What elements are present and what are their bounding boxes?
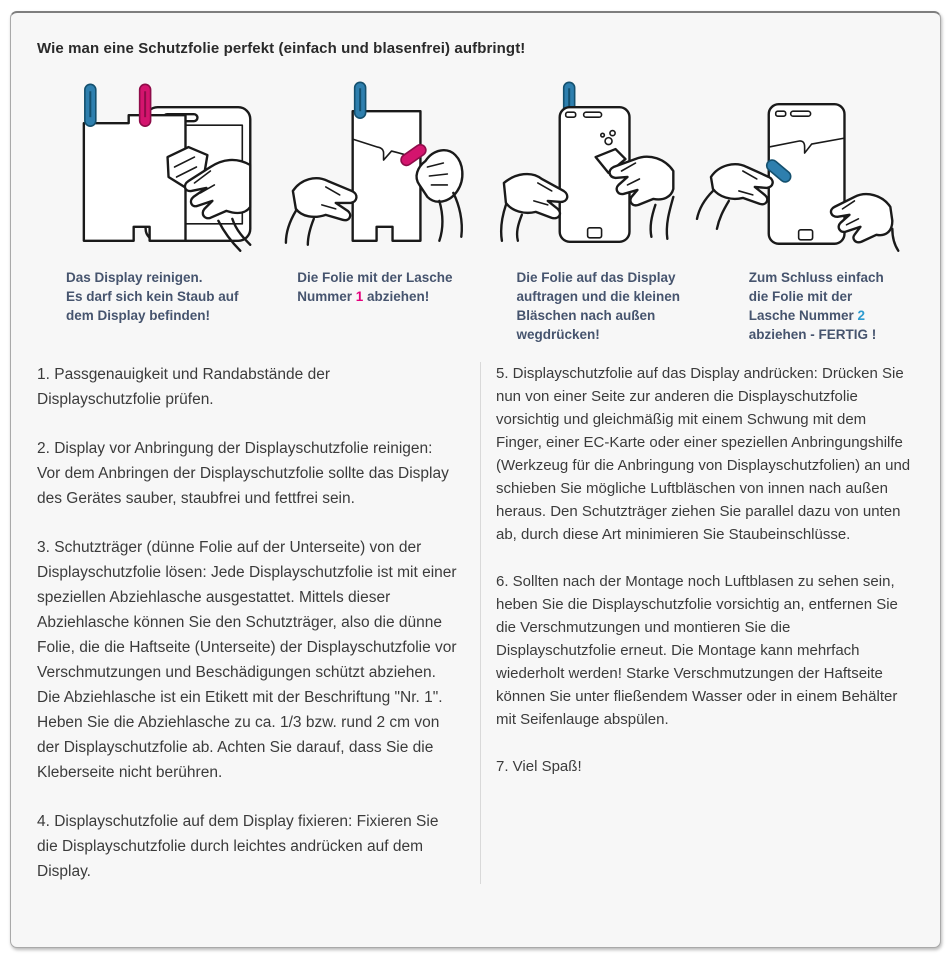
caption-text: Nummer <box>297 289 356 304</box>
caption-line: Zum Schluss einfach <box>748 270 884 285</box>
right-arm-lines <box>650 197 673 239</box>
instruction-step-1: 1. Passgenauigkeit und Randabstände der Displayschutzfolie prüfen. <box>37 366 330 408</box>
step-caption-1 <box>37 268 256 325</box>
caption-line: abziehen - FERTIG ! <box>748 327 877 342</box>
step-panel-2 <box>256 79 475 344</box>
caption-line: Die Folie mit der Lasche <box>297 270 453 285</box>
right-arm-lines <box>892 229 898 251</box>
tab-number-1: 1 <box>355 289 364 304</box>
caption-line: Das Display reinigen. <box>66 270 203 285</box>
instruction-columns <box>37 362 914 884</box>
apply-film-illustration <box>476 79 695 264</box>
instruction-step-6: 6. Sollten nach der Montage noch Luftblasen zu sehen sein, heben Sie die Displayschutzfolie vorsichtig an, entfernen Sie die Verschmutzungen und montieren Sie die Displayschutzfolie erneut. Die Montage kann mehrfach wiederholt werden! Starke Verschmutzungen der Haftseite können Sie unter fließendem Wasser oder in einem Behälter mit Seifenlauge abspülen. <box>496 573 898 728</box>
caption-line: Bläschen nach außen <box>516 308 656 323</box>
instruction-step-2: 2. Display vor Anbringung der Displayschutzfolie reinigen: Vor dem Anbringen der Displayschutzfolie sollte das Display des Gerätes sauber, staubfrei und fettfrei sein. <box>37 440 449 507</box>
left-hand <box>711 164 773 204</box>
tab-number-2: 2 <box>857 308 866 323</box>
step-caption-2 <box>256 268 475 306</box>
clean-display-illustration <box>37 79 256 264</box>
peel-tab-2-illustration <box>695 79 914 264</box>
caption-line <box>297 287 475 306</box>
right-hand <box>417 150 463 201</box>
instruction-card <box>10 11 941 948</box>
instructions-right-column <box>481 362 914 884</box>
step-panel-4 <box>695 79 914 344</box>
caption-line: dem Display befinden! <box>66 308 211 323</box>
caption-line: auftragen und die kleinen <box>516 289 681 304</box>
protector-film <box>353 111 421 241</box>
instruction-step-4: 4. Displayschutzfolie auf dem Display fixieren: Fixieren Sie die Displayschutzfolie durch leichtes andrücken auf dem Display. <box>37 813 439 880</box>
step-caption-4 <box>695 268 914 344</box>
instruction-step-7: 7. Viel Spaß! <box>496 758 582 775</box>
instructions-left-column <box>37 362 481 884</box>
step-caption-3 <box>476 268 695 344</box>
instruction-step-3: 3. Schutzträger (dünne Folie auf der Unterseite) von der Displayschutzfolie lösen: Jede Displayschutzfolie ist mit einer speziellen Abziehlasche ausgestattet. Mittels dieser Abziehlasche können Sie den Schutzträger, also die dünne Folie, die die Haftseite (Unterseite) der Displayschutzfolie vor Verschmutzungen und Beschädigungen schützt abziehen. Die Abziehlasche ist ein Etikett mit der Beschriftung "Nr. 1". Heben Sie die Abziehlasche zu ca. 1/3 bzw. rund 2 cm von der Displayschutzfolie ab. Achten Sie darauf, dass Sie die Kleberseite nicht berühren. <box>37 539 457 781</box>
caption-line: Es darf sich kein Staub auf <box>66 289 239 304</box>
caption-text: Lasche Nummer <box>748 308 858 323</box>
step-panel-1 <box>37 79 256 344</box>
caption-line <box>749 306 914 325</box>
caption-text: abziehen! <box>363 289 430 304</box>
instruction-step-5: 5. Displayschutzfolie auf das Display andrücken: Drücken Sie nun von einer Seite zur anderen die Displayschutzfolie vorsichtig und gleichmäßig mit einem Schwung mit dem Finger, einer EC-Karte oder einer speziellen Anbringungshilfe (Werkzeug für die Anbringung von Displayschutzfolien) an und schieben Sie mögliche Luftbläschen von innen nach außen heraus. Den Schutzträger ziehen Sie parallel dazu von unten ab, durch diese Art minimieren Sie Staubeinschlüsse. <box>496 365 911 543</box>
caption-line: die Folie mit der <box>748 289 853 304</box>
illustration-row <box>37 79 914 344</box>
caption-line: Die Folie auf das Display <box>516 270 676 285</box>
step-panel-3 <box>476 79 695 344</box>
caption-line: wegdrücken! <box>516 327 600 342</box>
peel-tab-1-illustration <box>256 79 475 264</box>
page-title: Wie man eine Schutzfolie perfekt (einfach und blasenfrei) aufbringt! <box>37 40 526 57</box>
left-hand <box>503 174 566 218</box>
left-hand <box>293 178 357 220</box>
